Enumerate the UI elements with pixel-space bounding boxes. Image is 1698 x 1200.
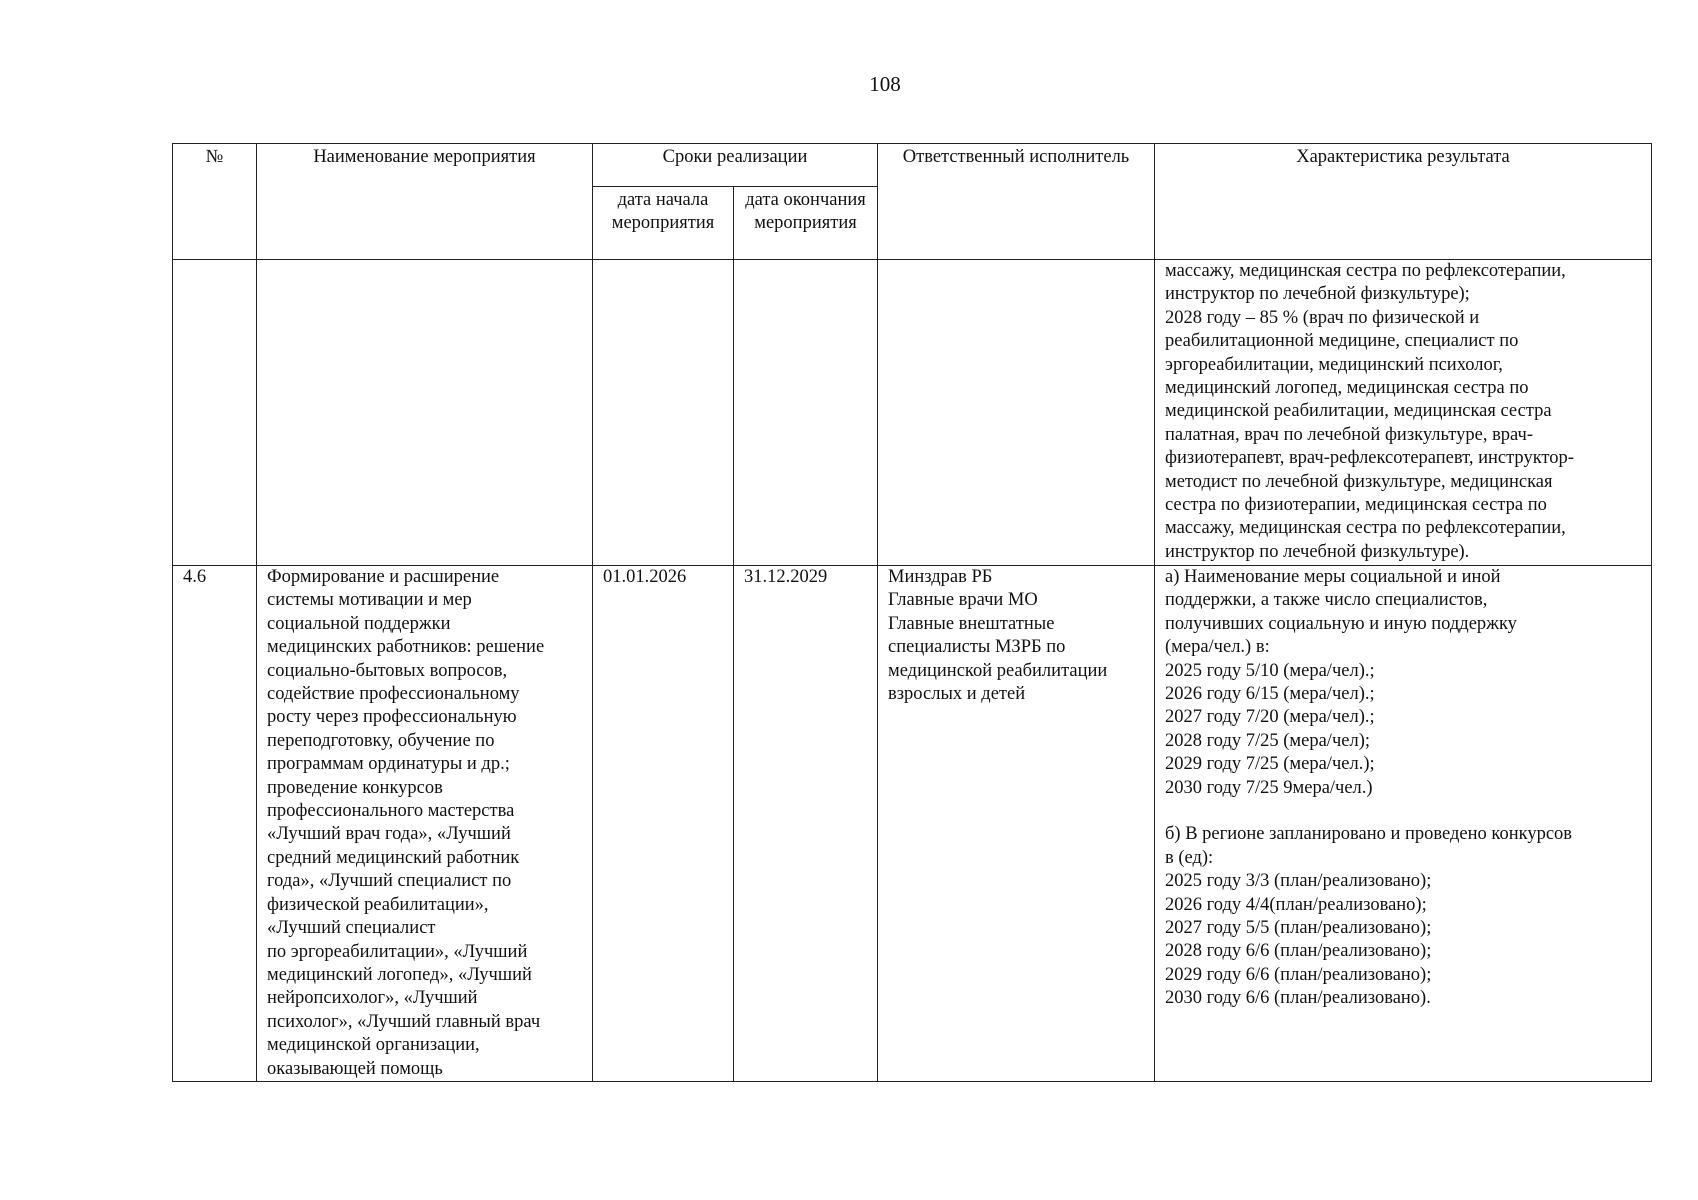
- page-number: 108: [869, 72, 901, 96]
- result-text-line: сестра по физиотерапии, медицинская сестра по: [1165, 495, 1547, 516]
- result-text-line: медицинской реабилитации, медицинская сестра: [1165, 401, 1552, 422]
- name-text-line: медицинской организации,: [267, 1035, 480, 1056]
- result-text-line: медицинский логопед, медицинская сестра по: [1165, 378, 1529, 399]
- header-name: Наименование мероприятия: [257, 144, 593, 260]
- name-text-line: по эргореабилитации», «Лучший: [267, 941, 528, 962]
- result-a-text-line: 2026 году 6/15 (мера/чел).;: [1165, 684, 1375, 705]
- name-text-line: психолог», «Лучший главный врач: [267, 1011, 541, 1032]
- cell-start-date: [593, 260, 734, 566]
- cell-name: [257, 260, 593, 566]
- result-b-text-line: 2027 году 5/5 (план/реализовано);: [1165, 918, 1432, 939]
- header-row: [173, 144, 1652, 187]
- name-text-line: физической реабилитации»,: [267, 894, 489, 915]
- cell-result: [1155, 260, 1652, 566]
- result-a-text-line: 2025 году 5/10 (мера/чел).;: [1165, 660, 1375, 681]
- result-text-line: реабилитационной медицине, специалист по: [1165, 331, 1519, 352]
- cell-responsible: [878, 566, 1155, 1082]
- header-terms: Сроки реализации: [593, 144, 878, 187]
- result-text-line: палатная, врач по лечебной физкультуре, врач-: [1165, 424, 1533, 445]
- name-text-line: оказывающей помощь: [267, 1058, 443, 1079]
- cell-responsible: [878, 260, 1155, 566]
- cell-name: [257, 566, 593, 1082]
- paragraph-gap: [1165, 800, 1641, 823]
- result-text-line: физиотерапевт, врач-рефлексотерапевт, инструктор-: [1165, 448, 1574, 469]
- name-text-line: росту через профессиональную: [267, 707, 517, 728]
- cell-end-date: 31.12.2029: [734, 566, 878, 1082]
- cell-start-date: 01.01.2026: [593, 566, 734, 1082]
- result-b-text-line: б) В регионе запланировано и проведено конкурсов: [1165, 824, 1573, 845]
- result-a-text-line: 2027 году 7/20 (мера/чел).;: [1165, 707, 1375, 728]
- name-text-line: переподготовку, обучение по: [267, 730, 495, 751]
- result-text-line: массажу, медицинская сестра по рефлексотерапии,: [1165, 261, 1566, 281]
- name-text-line: «Лучший врач года», «Лучший: [267, 824, 511, 845]
- cell-end-date: [734, 260, 878, 566]
- name-text-line: медицинский логопед», «Лучший: [267, 964, 532, 985]
- name-text-line: профессионального мастерства: [267, 801, 515, 822]
- table-row-continuation: [173, 260, 1652, 566]
- result-a-text-line: 2029 году 7/25 (мера/чел.);: [1165, 754, 1375, 775]
- responsible-text-line: взрослых и детей: [888, 684, 1026, 705]
- header-responsible: Ответственный исполнитель: [878, 144, 1155, 260]
- name-text-line: социальной поддержки: [267, 613, 451, 634]
- name-text-line: проведение конкурсов: [267, 777, 443, 798]
- result-a-text-line: получивших социальную и иную поддержку: [1165, 613, 1517, 634]
- table-row-4-6: [173, 566, 1652, 1082]
- result-text-line: инструктор по лечебной физкультуре);: [1165, 284, 1470, 305]
- result-a-text-line: 2030 году 7/25 9мера/чел.): [1165, 777, 1373, 798]
- result-text-line: инструктор по лечебной физкультуре).: [1165, 541, 1470, 562]
- header-result: Характеристика результата: [1155, 144, 1652, 260]
- responsible-text-line: специалисты МЗРБ по: [888, 637, 1066, 658]
- result-b-text-line: в (ед):: [1165, 847, 1214, 868]
- name-text-line: программам ординатуры и др.;: [267, 754, 510, 775]
- name-text-line: медицинских работников: решение: [267, 637, 545, 658]
- result-b-text-line: 2030 году 6/6 (план/реализовано).: [1165, 988, 1431, 1009]
- responsible-text-line: медицинской реабилитации: [888, 660, 1108, 681]
- header-end-date: дата окончания мероприятия: [734, 187, 878, 260]
- name-text-line: содействие профессиональному: [267, 684, 520, 705]
- name-text-line: средний медицинский работник: [267, 847, 520, 868]
- name-text-line: нейропсихолог», «Лучший: [267, 988, 478, 1009]
- result-b-text-line: 2025 году 3/3 (план/реализовано);: [1165, 871, 1432, 892]
- name-text-line: года», «Лучший специалист по: [267, 871, 512, 892]
- cell-number: [173, 260, 257, 566]
- header-start-date: дата начала мероприятия: [593, 187, 734, 260]
- result-a-text-line: поддержки, а также число специалистов,: [1165, 590, 1488, 611]
- result-a-text-line: а) Наименование меры социальной и иной: [1165, 567, 1501, 587]
- name-text-line: «Лучший специалист: [267, 918, 436, 939]
- header-number: №: [173, 144, 257, 260]
- cell-result: [1155, 566, 1652, 1082]
- measures-table: [172, 143, 1652, 1082]
- responsible-text-line: Минздрав РБ: [888, 567, 993, 587]
- name-text-line: Формирование и расширение: [267, 567, 500, 587]
- result-text-line: 2028 году – 85 % (врач по физической и: [1165, 307, 1480, 328]
- responsible-text-line: Главные внештатные: [888, 613, 1055, 634]
- name-text-line: системы мотивации и мер: [267, 590, 472, 611]
- cell-number: 4.6: [173, 566, 257, 1082]
- responsible-text-line: Главные врачи МО: [888, 590, 1038, 611]
- name-text-line: социально-бытовых вопросов,: [267, 660, 508, 681]
- result-text-line: эргореабилитации, медицинский психолог,: [1165, 354, 1503, 375]
- result-a-text-line: (мера/чел.) в:: [1165, 637, 1270, 658]
- result-b-text-line: 2028 году 6/6 (план/реализовано);: [1165, 941, 1432, 962]
- result-text-line: массажу, медицинская сестра по рефлексотерапии,: [1165, 518, 1566, 539]
- result-b-text-line: 2026 году 4/4(план/реализовано);: [1165, 894, 1427, 915]
- result-text-line: методист по лечебной физкультуре, медицинская: [1165, 471, 1553, 492]
- result-b-text-line: 2029 году 6/6 (план/реализовано);: [1165, 964, 1432, 985]
- result-a-text-line: 2028 году 7/25 (мера/чел);: [1165, 730, 1370, 751]
